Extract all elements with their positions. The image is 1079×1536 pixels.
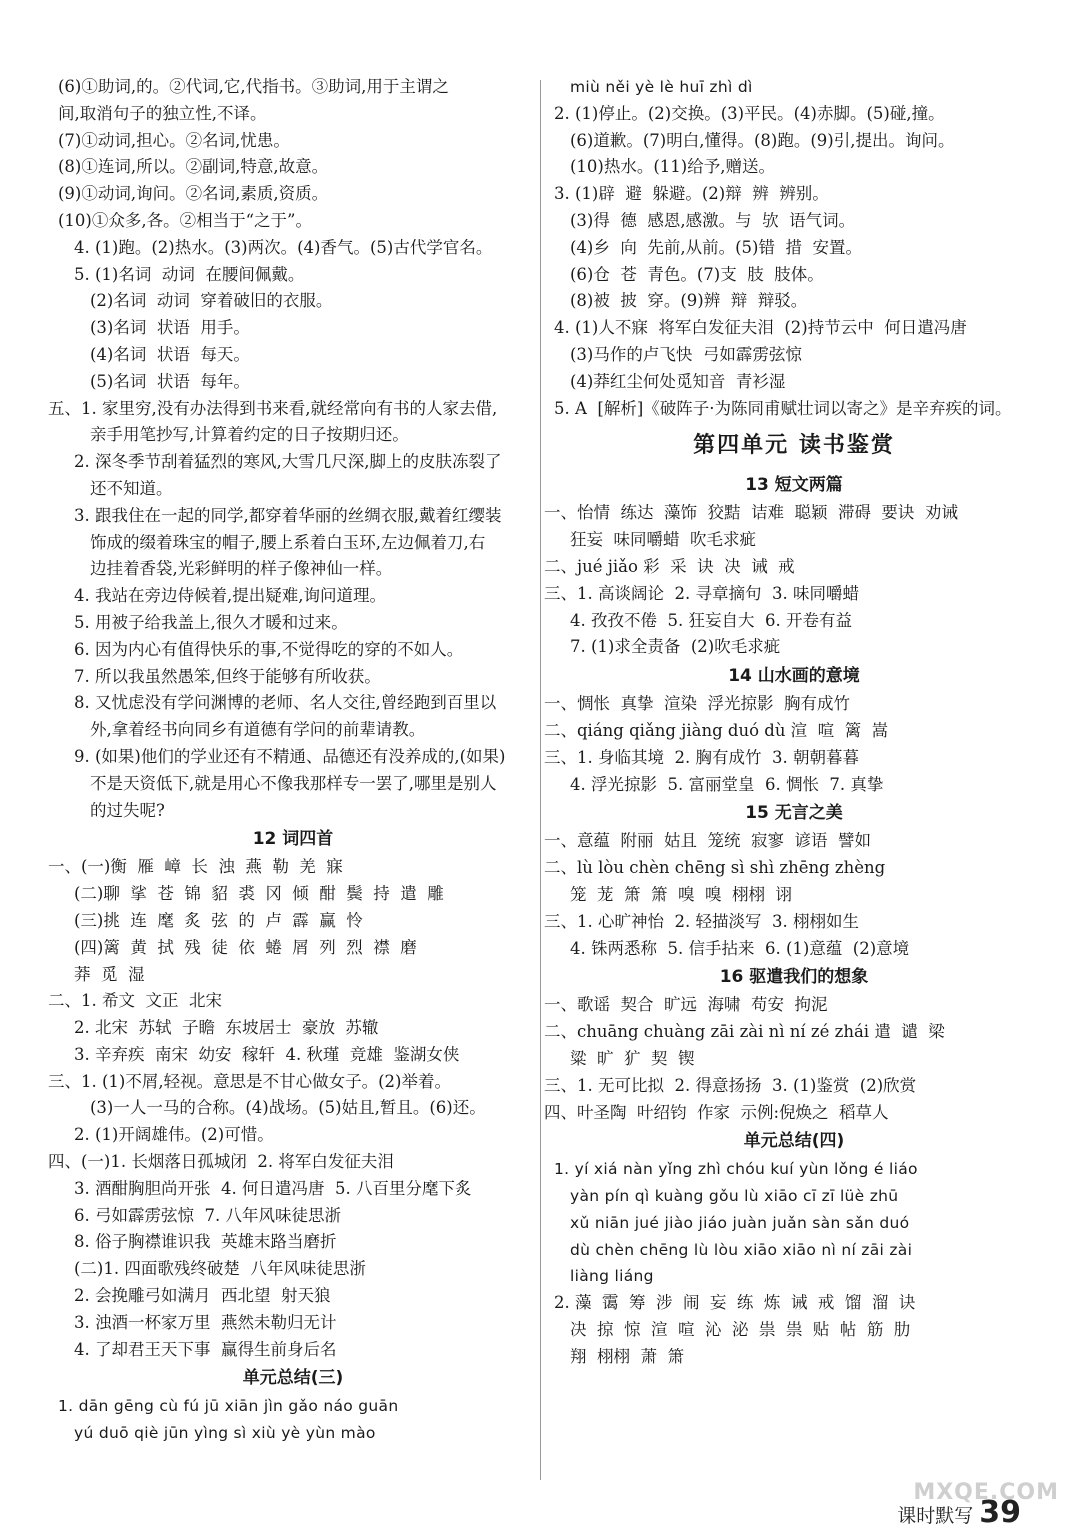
answer-line: 亲手用笔抄写,计算着约定的日子按期归还。 (90, 425, 409, 445)
answer-line: 三、1. (1)不屑,轻视。意思是不甘心做女子。(2)举着。 (48, 1071, 451, 1091)
answer-line: 二、qiáng qiǎng jiàng duó dù 渲 喧 篱 嵩 (544, 720, 889, 740)
answer-line: 3. 酒酣胸胆尚开张 4. 何日遣冯唐 5. 八百里分麾下炙 (74, 1178, 472, 1198)
answer-line: 2. 北宋 苏轼 子瞻 东坡居士 豪放 苏辙 (74, 1018, 379, 1038)
answer-line: (9)①动词,询问。②名词,素质,资质。 (58, 184, 329, 204)
answer-line: 二、chuāng chuàng zāi zài nì ní zé zhái 遣 谴 梁 (544, 1022, 945, 1042)
answer-line: 边挂着香袋,光彩鲜明的样子像神仙一样。 (90, 559, 393, 579)
answer-line: 6. 因为内心有值得快乐的事,不觉得吃的穿的不如人。 (74, 639, 464, 659)
answer-line: 狂妄 味同嚼蜡 吹毛求疵 (570, 530, 756, 550)
answer-line: 饰成的缀着珠宝的帽子,腰上系着白玉环,左边佩着刀,右 (90, 532, 486, 552)
answer-line: 二、jué jiǎo 彩 采 诀 决 诫 戒 (544, 556, 795, 576)
answer-line: (8)被 披 穿。(9)辨 辩 辩驳。 (570, 291, 808, 311)
answer-line: 一、(一)衡 雁 嶂 长 浊 燕 勒 羌 寐 (48, 857, 343, 877)
pinyin-line: yàn pín qì kuàng gǒu lù xiāo cī zī lüè zhū (570, 1187, 899, 1206)
answer-line: 笼 茏 箫 箫 嗅 嗅 栩栩 诩 (570, 884, 792, 904)
answer-line: 外,拿着经书向同乡有道德有学问的前辈请教。 (90, 720, 426, 740)
lesson-heading: 14 山水画的意境 (728, 666, 860, 687)
answer-line: (3)马作的卢飞快 弓如霹雳弦惊 (570, 344, 802, 364)
answer-line: 2. (1)停止。(2)交换。(3)平民。(4)赤脚。(5)碰,撞。 (554, 103, 945, 123)
lesson-heading: 12 词四首 (252, 829, 334, 850)
answer-line: 间,取消句子的独立性,不译。 (58, 103, 267, 123)
answer-line: 2. (1)开阔雄伟。(2)可惜。 (74, 1125, 274, 1145)
pinyin-line: xǔ niān jué jiào jiáo juàn juǎn sàn sǎn duó (570, 1213, 910, 1232)
watermark: MXQE.COM (913, 1480, 1059, 1505)
answer-line: 7. (1)求全责备 (2)吹毛求疵 (570, 637, 781, 657)
answer-line: (10)①众多,各。②相当于“之于”。 (58, 210, 312, 230)
answer-line: (6)道歉。(7)明白,懂得。(8)跑。(9)引,提出。询问。 (570, 130, 955, 150)
answer-line: (10)热水。(11)给予,赠送。 (570, 157, 775, 177)
lesson-heading: 单元总结(三) (242, 1368, 344, 1389)
answer-line: 一、怡情 练达 藻饰 狡黠 诘难 聪颖 滞碍 要诀 劝诫 (544, 503, 958, 523)
answer-line: (4)莽红尘何处觅知音 青衫湿 (570, 371, 786, 391)
answer-line: 5. 用被子给我盖上,很久才暖和过来。 (74, 612, 348, 632)
answer-line: (3)一人一马的合称。(4)战场。(5)姑且,暂且。(6)还。 (90, 1098, 486, 1118)
answer-line: (四)篱 黄 拭 残 徒 依 蜷 屑 列 烈 襟 磨 (74, 937, 417, 957)
pinyin-line: liàng liáng (570, 1267, 654, 1286)
answer-line: 8. 又忧虑没有学问渊博的老师、名人交往,曾经跑到百里以 (74, 693, 497, 713)
answer-line: 一、歌谣 契合 旷远 海啸 苟安 拘泥 (544, 995, 828, 1015)
answer-line: 粱 旷 犷 契 锲 (570, 1048, 695, 1068)
answer-line: 还不知道。 (90, 478, 173, 498)
footer-label: 课时默写 (897, 1505, 974, 1527)
answer-line: (8)①连词,所以。②副词,特意,故意。 (58, 157, 329, 177)
answer-line: (二)聊 挲 苍 锦 貂 裘 冈 倾 酣 鬓 持 遣 雕 (74, 884, 444, 904)
answer-line: 6. 弓如霹雳弦惊 7. 八年风味徒思浙 (74, 1205, 341, 1225)
answer-line: 4. 铢两悉称 5. 信手拈来 6. (1)意蕴 (2)意境 (570, 938, 910, 958)
answer-line: 8. 俗子胸襟谁识我 英雄末路当磨折 (74, 1232, 337, 1252)
answer-line: 三、1. 无可比拟 2. 得意扬扬 3. (1)鉴赏 (2)欣赏 (544, 1075, 917, 1095)
column-divider (540, 80, 541, 1480)
answer-line: 翔 栩栩 萧 箫 (570, 1346, 684, 1366)
answer-line: 2. 会挽雕弓如满月 西北望 射天狼 (74, 1286, 331, 1306)
lesson-heading: 16 驱遣我们的想象 (719, 967, 869, 988)
answer-line: 5. A [解析]《破阵子·为陈同甫赋壮词以寄之》是辛弃疾的词。 (554, 398, 1012, 418)
answer-line: (三)挑 连 麾 炙 弦 的 卢 霹 赢 怜 (74, 910, 363, 930)
pinyin-line: 1. yí xiá nàn yǐng zhì chóu kuí yùn lǒng é liáo (554, 1160, 918, 1179)
pinyin-line: yú duō qiè jūn yìng sì xiù yè yùn mào (74, 1424, 376, 1443)
answer-line: 一、意蕴 附丽 姑且 笼统 寂寥 谚语 譬如 (544, 831, 871, 851)
answer-line: (6)仓 苍 青色。(7)支 肢 肢体。 (570, 264, 824, 284)
answer-line: 3. 浊酒一杯家万里 燕然未勒归无计 (74, 1312, 337, 1332)
left-column (48, 74, 528, 1447)
answer-line: 不是天资低下,就是用心不像我那样专一罢了,哪里是别人 (90, 773, 497, 793)
answer-line: 3. 跟我住在一起的同学,都穿着华丽的丝绸衣服,戴着红缨装 (74, 505, 502, 525)
right-column (544, 74, 1034, 1371)
answer-line: (二)1. 四面歌残终破楚 八年风味徒思浙 (74, 1259, 366, 1279)
answer-line: 二、1. 希文 文正 北宋 (48, 991, 222, 1011)
answer-line: 4. (1)跑。(2)热水。(3)两次。(4)香气。(5)古代学官名。 (74, 237, 493, 257)
answer-line: 三、1. 身临其境 2. 胸有成竹 3. 朝朝暮暮 (544, 747, 859, 767)
answer-line: 5. (1)名词 动词 在腰间佩戴。 (74, 264, 305, 284)
answer-line: 三、1. 高谈阔论 2. 寻章摘句 3. 味同嚼蜡 (544, 583, 859, 603)
answer-line: 四、(一)1. 长烟落日孤城闭 2. 将军白发征夫泪 (48, 1152, 394, 1172)
answer-line: (4)名词 状语 每天。 (90, 344, 250, 364)
answer-line: 4. 浮光掠影 5. 富丽堂皇 6. 惆怅 7. 真挚 (570, 774, 884, 794)
answer-line: 2. 藻 霭 筹 涉 闹 妄 练 炼 诫 戒 馏 溜 诀 (554, 1293, 916, 1313)
lesson-heading: 15 无言之美 (745, 803, 843, 824)
answer-line: 3. 辛弃疾 南宋 幼安 稼轩 4. 秋瑾 竞雄 鉴湖女侠 (74, 1044, 460, 1064)
answer-line: 一、惆怅 真挚 渲染 浮光掠影 胸有成竹 (544, 694, 850, 714)
unit-heading: 第四单元 读书鉴赏 (693, 433, 895, 459)
answer-line: 决 掠 惊 渲 喧 沁 泌 祟 祟 贴 帖 筋 肋 (570, 1320, 911, 1340)
answer-line: 五、1. 家里穷,没有办法得到书来看,就经常向有书的人家去借, (48, 398, 498, 418)
answer-line: 四、叶圣陶 叶绍钧 作家 示例:倪焕之 稻草人 (544, 1102, 889, 1122)
answer-line: (2)名词 动词 穿着破旧的衣服。 (90, 291, 333, 311)
lesson-heading: 单元总结(四) (743, 1131, 845, 1152)
pinyin-line: miù něi yè lè huī zhì dì (570, 78, 753, 96)
pinyin-line: 1. dān gēng cù fú jū xiān jìn gǎo náo guān (58, 1397, 399, 1416)
answer-line: 3. (1)辟 避 躲避。(2)辩 辨 辨别。 (554, 184, 829, 204)
answer-line: (3)名词 状语 用手。 (90, 318, 250, 338)
answer-line: 的过失呢? (90, 800, 165, 820)
answer-line: 7. 所以我虽然愚笨,但终于能够有所收获。 (74, 666, 381, 686)
answer-line: 9. (如果)他们的学业还有不精通、品德还有没养成的,(如果) (74, 746, 506, 766)
answer-line: (3)得 德 感恩,感激。与 欤 语气词。 (570, 210, 856, 230)
answer-line: 莽 觅 湿 (74, 964, 145, 984)
answer-line: 二、lù lòu chèn chēng sì shì zhēng zhèng (544, 858, 886, 878)
answer-line: 2. 深冬季节刮着猛烈的寒风,大雪几尺深,脚上的皮肤冻裂了 (74, 452, 502, 472)
answer-line: 三、1. 心旷神怡 2. 轻描淡写 3. 栩栩如生 (544, 911, 859, 931)
answer-line: 4. 孜孜不倦 5. 狂妄自大 6. 开卷有益 (570, 610, 852, 630)
answer-line: 4. (1)人不寐 将军白发征夫泪 (2)持节云中 何日遣冯唐 (554, 318, 967, 338)
answer-line: (5)名词 状语 每年。 (90, 371, 250, 391)
answer-line: 4. 我站在旁边侍候着,提出疑难,询问道理。 (74, 586, 386, 606)
answer-line: (6)①助词,的。②代词,它,代指书。③助词,用于主谓之 (58, 77, 449, 96)
answer-line: 4. 了却君王天下事 赢得生前身后名 (74, 1339, 337, 1359)
pinyin-line: dù chèn chēng lù lòu xiāo xiāo nì ní zāi zài (570, 1240, 913, 1259)
answer-line: (4)乡 向 先前,从前。(5)错 措 安置。 (570, 237, 862, 257)
page-number: 39 (979, 1495, 1021, 1530)
answer-line: (7)①动词,担心。②名词,忧患。 (58, 130, 290, 150)
lesson-heading: 13 短文两篇 (745, 475, 843, 496)
